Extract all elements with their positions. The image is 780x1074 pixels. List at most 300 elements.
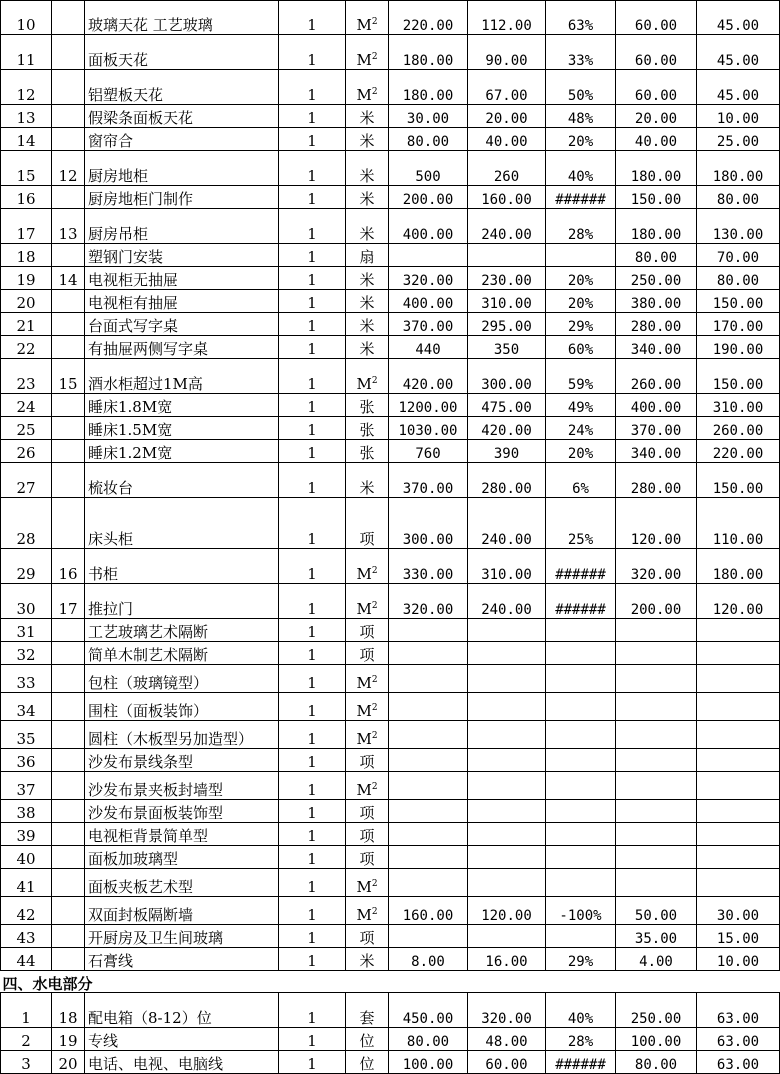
sub-number: [52, 440, 85, 463]
unit: [346, 897, 389, 925]
percent: 25%: [546, 498, 616, 549]
quantity: 1: [279, 1051, 346, 1074]
price-labor: 80.00: [616, 244, 697, 267]
quantity: 1: [279, 417, 346, 440]
percent: 49%: [546, 394, 616, 417]
quantity: 1: [279, 642, 346, 665]
price-labor: 340.00: [616, 440, 697, 463]
item-name: 厨房吊柜: [85, 209, 279, 244]
price-total: [389, 925, 468, 948]
unit-text: M: [356, 730, 372, 748]
row-number: 18: [1, 244, 52, 267]
unit-text: M: [356, 375, 372, 393]
price-cost: 390: [468, 440, 546, 463]
sub-number: [52, 313, 85, 336]
table-row: [1, 693, 780, 721]
row-number: 3: [1, 1051, 52, 1074]
price-material: 170.00: [697, 313, 780, 336]
price-total: 500: [389, 151, 468, 186]
price-material: 80.00: [697, 186, 780, 209]
price-total: 450.00: [389, 993, 468, 1028]
unit-text: 项: [359, 850, 375, 868]
price-cost: 280.00: [468, 463, 546, 498]
sub-number: 13: [52, 209, 85, 244]
price-total: 760: [389, 440, 468, 463]
sub-number: [52, 948, 85, 971]
table-row: [1, 1028, 780, 1051]
row-number: 39: [1, 823, 52, 846]
price-total: [389, 800, 468, 823]
row-number: 42: [1, 897, 52, 925]
price-cost: [468, 244, 546, 267]
price-material: 30.00: [697, 897, 780, 925]
row-number: 26: [1, 440, 52, 463]
sub-number: [52, 417, 85, 440]
price-labor: 60.00: [616, 1, 697, 35]
item-name: 有抽屉两侧写字桌: [85, 336, 279, 359]
unit-text: 米: [359, 271, 375, 289]
percent: [546, 869, 616, 897]
table-row: [1, 584, 780, 619]
unit-text: 米: [359, 225, 375, 243]
unit-text: 米: [359, 294, 375, 312]
unit: [346, 1051, 389, 1074]
price-material: 25.00: [697, 128, 780, 151]
price-total: [389, 642, 468, 665]
unit: [346, 1028, 389, 1051]
percent: ######: [546, 549, 616, 584]
unit: [346, 394, 389, 417]
unit: [346, 693, 389, 721]
quantity: 1: [279, 290, 346, 313]
price-labor: 50.00: [616, 897, 697, 925]
row-number: 2: [1, 1028, 52, 1051]
price-total: 400.00: [389, 290, 468, 313]
sub-number: 15: [52, 359, 85, 394]
unit-text: M: [356, 51, 372, 69]
unit: [346, 823, 389, 846]
price-total: 440: [389, 336, 468, 359]
quantity: 1: [279, 151, 346, 186]
price-labor: [616, 642, 697, 665]
quantity: 1: [279, 549, 346, 584]
unit: [346, 721, 389, 749]
quantity: 1: [279, 105, 346, 128]
quantity: 1: [279, 749, 346, 772]
table-row: [1, 70, 780, 105]
percent: 60%: [546, 336, 616, 359]
table-row: [1, 549, 780, 584]
price-total: 30.00: [389, 105, 468, 128]
item-name: 电话、电视、电脑线: [85, 1051, 279, 1074]
price-total: 300.00: [389, 498, 468, 549]
price-material: 180.00: [697, 549, 780, 584]
percent: 20%: [546, 128, 616, 151]
percent: 48%: [546, 105, 616, 128]
unit-text: M: [356, 702, 372, 720]
percent: 59%: [546, 359, 616, 394]
row-number: 17: [1, 209, 52, 244]
price-total: 1200.00: [389, 394, 468, 417]
row-number: 41: [1, 869, 52, 897]
unit-text: 张: [359, 444, 375, 462]
price-cost: 16.00: [468, 948, 546, 971]
price-material: 45.00: [697, 70, 780, 105]
table-row: [1, 897, 780, 925]
row-number: 15: [1, 151, 52, 186]
unit: [346, 290, 389, 313]
sub-number: [52, 336, 85, 359]
row-number: 43: [1, 925, 52, 948]
unit-text: 扇: [359, 248, 375, 266]
percent: [546, 244, 616, 267]
unit: [346, 440, 389, 463]
item-name: 电视柜无抽屉: [85, 267, 279, 290]
unit-text: M: [356, 906, 372, 924]
price-cost: 48.00: [468, 1028, 546, 1051]
table-row: [1, 642, 780, 665]
unit: [346, 869, 389, 897]
sub-number: [52, 290, 85, 313]
quantity: 1: [279, 440, 346, 463]
quantity: 1: [279, 721, 346, 749]
price-material: 10.00: [697, 105, 780, 128]
unit-text: 位: [359, 1055, 375, 1073]
price-material: 63.00: [697, 993, 780, 1028]
unit-superscript: 2: [371, 566, 378, 576]
price-material: [697, 823, 780, 846]
unit: [346, 642, 389, 665]
price-labor: 180.00: [616, 209, 697, 244]
unit: [346, 70, 389, 105]
unit: [346, 619, 389, 642]
item-name: 铝塑板天花: [85, 70, 279, 105]
percent: 40%: [546, 151, 616, 186]
price-material: 110.00: [697, 498, 780, 549]
unit: [346, 846, 389, 869]
unit: [346, 417, 389, 440]
percent: 20%: [546, 290, 616, 313]
quantity: 1: [279, 336, 346, 359]
unit-superscript: 2: [371, 675, 378, 685]
price-total: 320.00: [389, 584, 468, 619]
price-material: 120.00: [697, 584, 780, 619]
percent: [546, 749, 616, 772]
table-row: [1, 800, 780, 823]
unit-text: 项: [359, 530, 375, 548]
unit-text: M: [356, 781, 372, 799]
percent: [546, 721, 616, 749]
sub-number: [52, 1, 85, 35]
sub-number: [52, 498, 85, 549]
unit: [346, 772, 389, 800]
quantity: 1: [279, 925, 346, 948]
item-name: 沙发布景夹板封墙型: [85, 772, 279, 800]
row-number: 31: [1, 619, 52, 642]
price-material: [697, 749, 780, 772]
percent: 6%: [546, 463, 616, 498]
table-row: [1, 869, 780, 897]
percent: 50%: [546, 70, 616, 105]
price-material: 80.00: [697, 267, 780, 290]
percent: -100%: [546, 897, 616, 925]
price-cost: 240.00: [468, 209, 546, 244]
quantity: 1: [279, 128, 346, 151]
unit: [346, 993, 389, 1028]
table-row: [1, 209, 780, 244]
percent: 28%: [546, 1028, 616, 1051]
price-total: [389, 721, 468, 749]
price-cost: 230.00: [468, 267, 546, 290]
section-row: [1, 971, 780, 993]
table-row: [1, 359, 780, 394]
sub-number: [52, 244, 85, 267]
sub-number: 18: [52, 993, 85, 1028]
item-name: 围柱（面板装饰）: [85, 693, 279, 721]
percent: [546, 823, 616, 846]
row-number: 34: [1, 693, 52, 721]
price-material: 63.00: [697, 1051, 780, 1074]
table-row: [1, 619, 780, 642]
unit-text: 项: [359, 804, 375, 822]
price-material: 180.00: [697, 151, 780, 186]
row-number: 11: [1, 35, 52, 70]
table-row: [1, 498, 780, 549]
quantity: 1: [279, 846, 346, 869]
item-name: 面板夹板艺术型: [85, 869, 279, 897]
price-material: 45.00: [697, 1, 780, 35]
item-name: 开厨房及卫生间玻璃: [85, 925, 279, 948]
sub-number: 19: [52, 1028, 85, 1051]
unit: [346, 1, 389, 35]
percent: ######: [546, 584, 616, 619]
price-material: 150.00: [697, 463, 780, 498]
price-cost: 475.00: [468, 394, 546, 417]
quantity: 1: [279, 70, 346, 105]
price-cost: 240.00: [468, 498, 546, 549]
price-total: 220.00: [389, 1, 468, 35]
item-name: 窗帘合: [85, 128, 279, 151]
percent: 40%: [546, 993, 616, 1028]
sub-number: [52, 800, 85, 823]
price-material: 150.00: [697, 359, 780, 394]
quantity: 1: [279, 359, 346, 394]
table-row: [1, 267, 780, 290]
price-total: 420.00: [389, 359, 468, 394]
unit-text: M: [356, 16, 372, 34]
price-cost: 112.00: [468, 1, 546, 35]
price-labor: 120.00: [616, 498, 697, 549]
table-row: [1, 440, 780, 463]
price-material: [697, 721, 780, 749]
unit-text: 套: [359, 1009, 375, 1027]
price-labor: [616, 619, 697, 642]
item-name: 沙发布景线条型: [85, 749, 279, 772]
price-cost: [468, 619, 546, 642]
unit-text: M: [356, 600, 372, 618]
price-cost: [468, 642, 546, 665]
percent: [546, 642, 616, 665]
item-name: 梳妆台: [85, 463, 279, 498]
sub-number: 20: [52, 1051, 85, 1074]
quantity: 1: [279, 619, 346, 642]
price-material: 15.00: [697, 925, 780, 948]
table-row: [1, 336, 780, 359]
price-total: 320.00: [389, 267, 468, 290]
price-material: 310.00: [697, 394, 780, 417]
unit: [346, 244, 389, 267]
table-row: [1, 749, 780, 772]
row-number: 14: [1, 128, 52, 151]
quantity: 1: [279, 1, 346, 35]
table-row: [1, 186, 780, 209]
unit-text: 米: [359, 190, 375, 208]
unit: [346, 128, 389, 151]
table-row: [1, 1, 780, 35]
sub-number: [52, 619, 85, 642]
sub-number: [52, 128, 85, 151]
row-number: 32: [1, 642, 52, 665]
percent: [546, 846, 616, 869]
price-material: [697, 642, 780, 665]
price-cost: [468, 800, 546, 823]
table-row: [1, 823, 780, 846]
quantity: 1: [279, 665, 346, 693]
quantity: 1: [279, 394, 346, 417]
price-total: 100.00: [389, 1051, 468, 1074]
unit-superscript: 2: [371, 907, 378, 917]
item-name: 专线: [85, 1028, 279, 1051]
quantity: 1: [279, 772, 346, 800]
item-name: 厨房地柜: [85, 151, 279, 186]
price-total: 180.00: [389, 70, 468, 105]
percent: [546, 772, 616, 800]
percent: [546, 693, 616, 721]
unit-text: 项: [359, 623, 375, 641]
unit: [346, 948, 389, 971]
price-cost: [468, 772, 546, 800]
item-name: 石膏线: [85, 948, 279, 971]
price-material: [697, 693, 780, 721]
row-number: 16: [1, 186, 52, 209]
item-name: 面板加玻璃型: [85, 846, 279, 869]
unit-text: 米: [359, 109, 375, 127]
row-number: 21: [1, 313, 52, 336]
price-total: 330.00: [389, 549, 468, 584]
quantity: 1: [279, 584, 346, 619]
price-cost: 20.00: [468, 105, 546, 128]
unit: [346, 35, 389, 70]
price-labor: 150.00: [616, 186, 697, 209]
sub-number: 14: [52, 267, 85, 290]
unit-superscript: 2: [371, 703, 378, 713]
quantity: 1: [279, 897, 346, 925]
price-labor: 200.00: [616, 584, 697, 619]
unit-text: 位: [359, 1032, 375, 1050]
table-row: [1, 417, 780, 440]
item-name: 睡床1.5M宽: [85, 417, 279, 440]
price-total: 1030.00: [389, 417, 468, 440]
row-number: 22: [1, 336, 52, 359]
price-labor: [616, 693, 697, 721]
price-cost: [468, 665, 546, 693]
unit-text: 米: [359, 952, 375, 970]
item-name: 圆柱（木板型另加造型）: [85, 721, 279, 749]
item-name: 推拉门: [85, 584, 279, 619]
price-labor: 80.00: [616, 1051, 697, 1074]
section-title: 四、水电部分: [1, 971, 780, 993]
unit: [346, 463, 389, 498]
item-name: 睡床1.2M宽: [85, 440, 279, 463]
unit: [346, 313, 389, 336]
percent: 20%: [546, 440, 616, 463]
price-cost: 120.00: [468, 897, 546, 925]
unit: [346, 749, 389, 772]
price-labor: 40.00: [616, 128, 697, 151]
table-row: [1, 948, 780, 971]
unit-text: 张: [359, 398, 375, 416]
price-cost: 350: [468, 336, 546, 359]
price-total: [389, 244, 468, 267]
price-labor: 370.00: [616, 417, 697, 440]
price-labor: 35.00: [616, 925, 697, 948]
price-cost: [468, 846, 546, 869]
unit-superscript: 2: [371, 731, 378, 741]
price-labor: [616, 869, 697, 897]
sub-number: [52, 721, 85, 749]
quantity: 1: [279, 693, 346, 721]
unit-text: 米: [359, 479, 375, 497]
price-labor: [616, 665, 697, 693]
price-material: 190.00: [697, 336, 780, 359]
unit: [346, 267, 389, 290]
sub-number: [52, 897, 85, 925]
unit-text: M: [356, 565, 372, 583]
price-total: [389, 693, 468, 721]
sub-number: [52, 823, 85, 846]
price-labor: 280.00: [616, 463, 697, 498]
table-row: [1, 721, 780, 749]
sub-number: [52, 846, 85, 869]
price-total: [389, 869, 468, 897]
price-labor: 340.00: [616, 336, 697, 359]
price-total: [389, 772, 468, 800]
sub-number: [52, 105, 85, 128]
table-row: [1, 313, 780, 336]
unit-superscript: 2: [371, 17, 378, 27]
table-row: [1, 772, 780, 800]
row-number: 24: [1, 394, 52, 417]
price-cost: 67.00: [468, 70, 546, 105]
item-name: 假梁条面板天花: [85, 105, 279, 128]
price-total: [389, 665, 468, 693]
quantity: 1: [279, 869, 346, 897]
price-labor: 260.00: [616, 359, 697, 394]
unit: [346, 925, 389, 948]
unit-text: 项: [359, 827, 375, 845]
item-name: 书柜: [85, 549, 279, 584]
percent: [546, 925, 616, 948]
price-cost: 300.00: [468, 359, 546, 394]
unit-superscript: 2: [371, 879, 378, 889]
item-name: 塑钢门安装: [85, 244, 279, 267]
unit-text: M: [356, 878, 372, 896]
price-material: 130.00: [697, 209, 780, 244]
table-row: [1, 128, 780, 151]
price-total: 400.00: [389, 209, 468, 244]
quantity: 1: [279, 463, 346, 498]
unit-text: 项: [359, 753, 375, 771]
